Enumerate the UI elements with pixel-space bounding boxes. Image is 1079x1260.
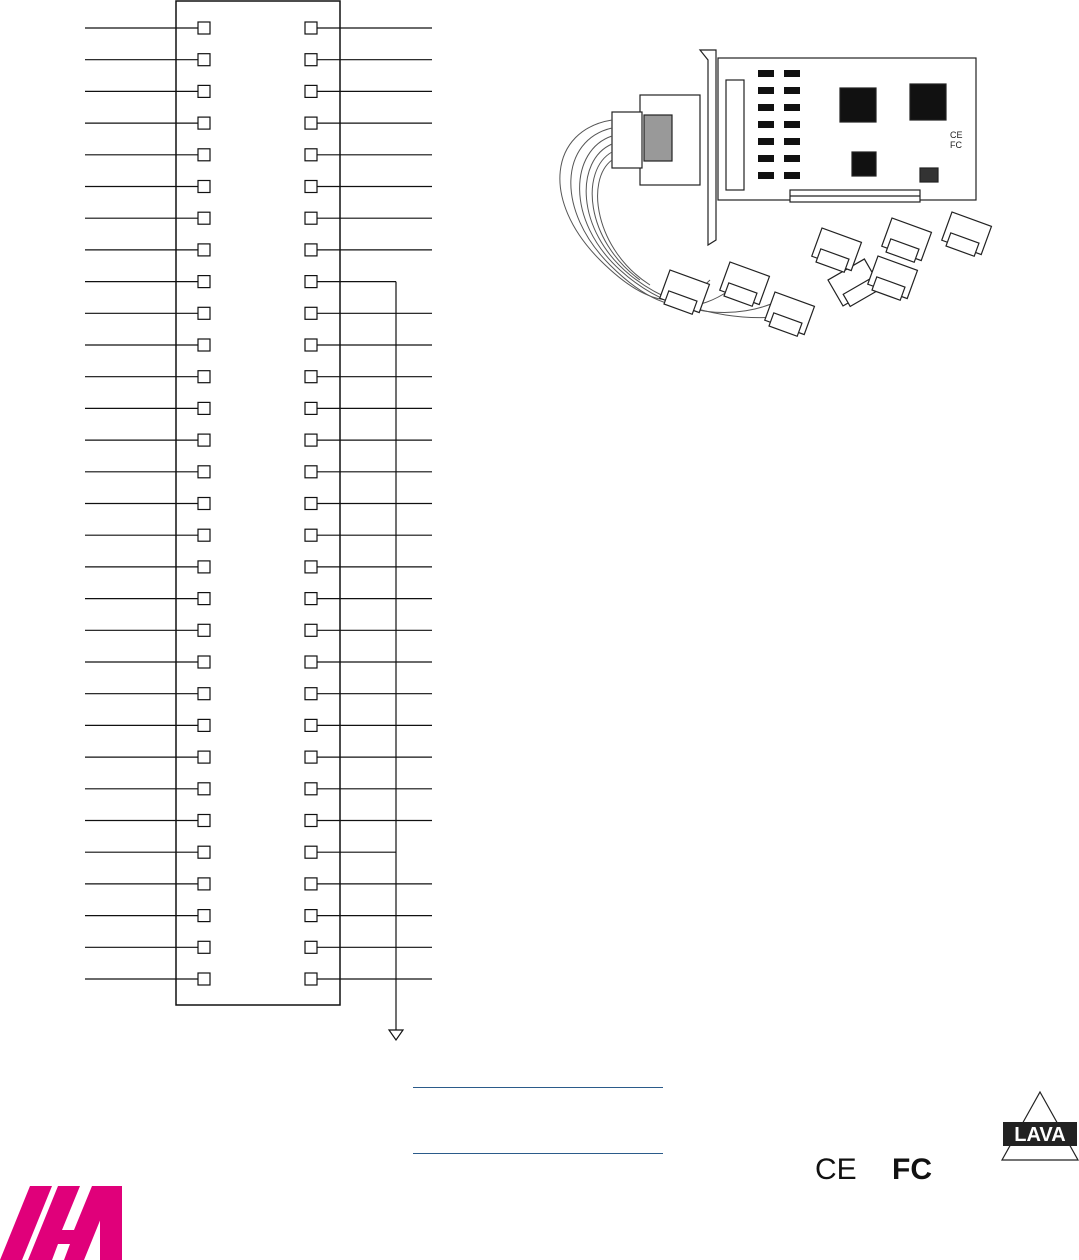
right-pin <box>305 910 317 922</box>
svg-text:FC: FC <box>950 140 962 150</box>
left-pin <box>198 181 210 193</box>
svg-text:FC: FC <box>892 1153 932 1184</box>
left-pin <box>198 815 210 827</box>
ce-mark-icon <box>813 1152 863 1184</box>
right-pin <box>305 561 317 573</box>
left-pin <box>198 941 210 953</box>
right-pin <box>305 54 317 66</box>
left-pin <box>198 656 210 668</box>
left-pin <box>198 878 210 890</box>
form-line-2 <box>413 1153 663 1154</box>
right-pin <box>305 656 317 668</box>
left-pin <box>198 751 210 763</box>
right-pin <box>305 498 317 510</box>
left-pin <box>198 244 210 256</box>
svg-text:CE: CE <box>815 1153 857 1184</box>
left-pin <box>198 54 210 66</box>
left-pin <box>198 910 210 922</box>
right-pin <box>305 688 317 700</box>
right-pin <box>305 624 317 636</box>
left-pin <box>198 117 210 129</box>
right-pin <box>305 751 317 763</box>
left-pin <box>198 561 210 573</box>
left-pin <box>198 466 210 478</box>
right-pin <box>305 878 317 890</box>
left-pin <box>198 434 210 446</box>
left-pin <box>198 719 210 731</box>
left-pin <box>198 402 210 414</box>
left-pin <box>198 688 210 700</box>
right-pin <box>305 339 317 351</box>
right-pin <box>305 85 317 97</box>
form-line-1 <box>413 1087 663 1088</box>
svg-text:CE: CE <box>950 130 963 140</box>
left-pin <box>198 973 210 985</box>
left-pin <box>198 339 210 351</box>
right-pin <box>305 815 317 827</box>
right-pin <box>305 307 317 319</box>
left-pin <box>198 783 210 795</box>
right-pin <box>305 181 317 193</box>
connector-pinout-diagram <box>0 0 460 1060</box>
left-pin <box>198 307 210 319</box>
right-pin <box>305 212 317 224</box>
left-pin <box>198 529 210 541</box>
left-pin <box>198 498 210 510</box>
right-pin <box>305 466 317 478</box>
right-pin <box>305 529 317 541</box>
left-pin <box>198 371 210 383</box>
right-pin <box>305 941 317 953</box>
right-pin <box>305 117 317 129</box>
left-pin <box>198 22 210 34</box>
ground-icon <box>389 1030 403 1040</box>
serial-card-illustration <box>540 40 1060 370</box>
left-pin <box>198 593 210 605</box>
right-pin <box>305 846 317 858</box>
left-pin <box>198 149 210 161</box>
right-pin <box>305 434 317 446</box>
right-pin <box>305 402 317 414</box>
fcc-mark-icon <box>890 1152 950 1184</box>
right-pin <box>305 973 317 985</box>
right-pin <box>305 371 317 383</box>
left-pin <box>198 212 210 224</box>
right-pin <box>305 149 317 161</box>
lava-logo <box>1000 1090 1079 1162</box>
right-pin <box>305 783 317 795</box>
right-pin <box>305 22 317 34</box>
left-pin <box>198 276 210 288</box>
right-pin <box>305 244 317 256</box>
left-pin <box>198 846 210 858</box>
right-pin <box>305 719 317 731</box>
svg-text:LAVA: LAVA <box>1014 1124 1066 1146</box>
brand-logo <box>0 1186 125 1260</box>
right-pin <box>305 593 317 605</box>
left-pin <box>198 624 210 636</box>
left-pin <box>198 85 210 97</box>
right-pin <box>305 276 317 288</box>
